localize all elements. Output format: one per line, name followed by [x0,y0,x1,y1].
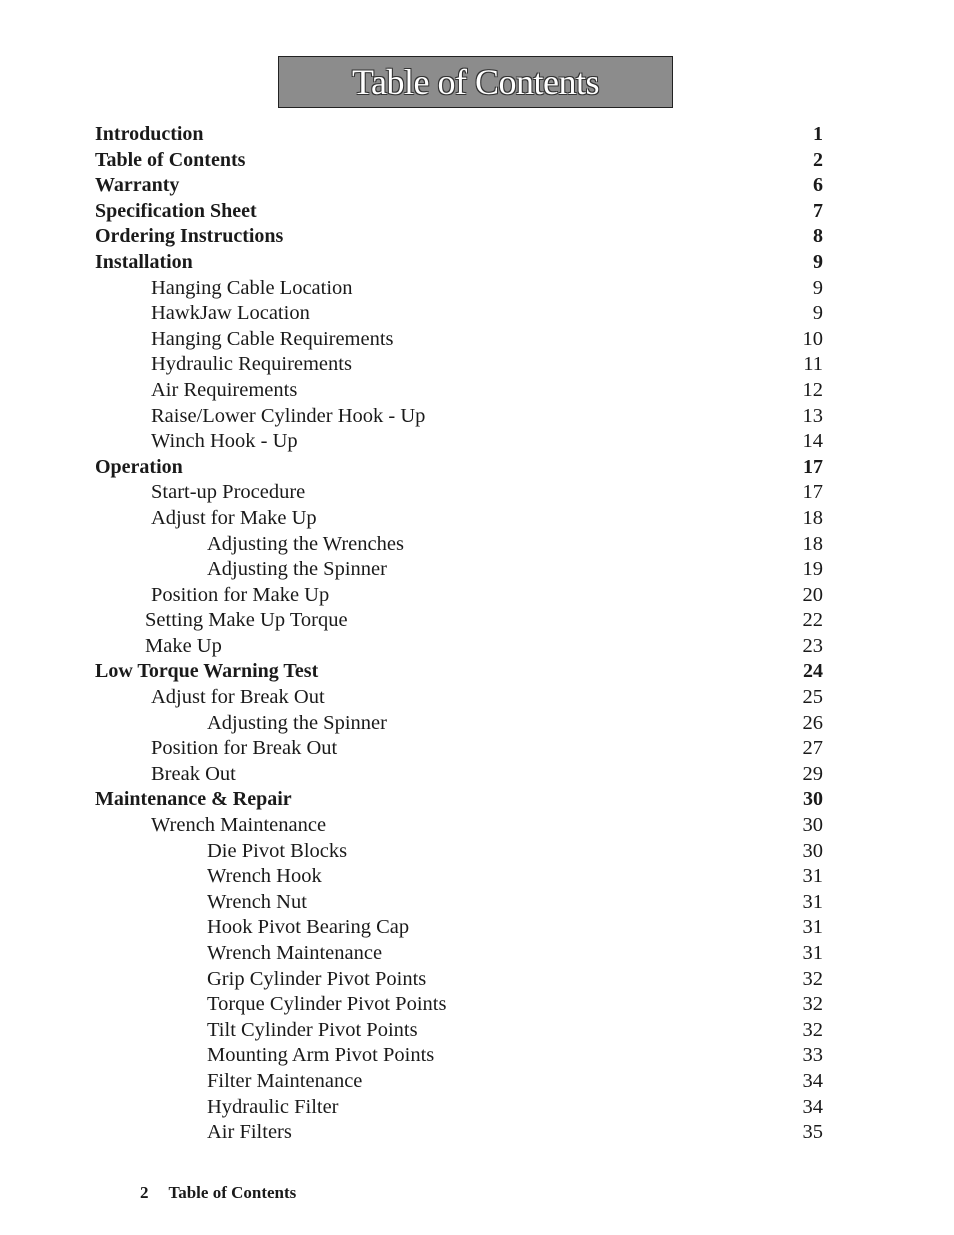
toc-entry-page-number: 11 [803,353,823,376]
toc-subsection-entry [0,1121,954,1147]
toc-entry-page-number: 2 [813,148,823,171]
toc-subsection-entry [0,609,954,635]
toc-entry-label: Hydraulic Filter [207,1095,339,1118]
toc-entry-page-number: 7 [813,199,823,222]
toc-entry-page-number: 30 [802,814,823,837]
toc-subsection-entry [0,635,954,661]
toc-entry-label: Adjust for Make Up [151,506,317,529]
toc-subsection-entry [0,481,954,507]
toc-entry-label: Low Torque Warning Test [95,660,319,683]
toc-entry-page-number: 9 [812,276,823,299]
toc-entry-label: Installation [95,250,193,273]
page-footer [140,1183,296,1203]
toc-entry-label: Operation [95,455,183,478]
toc-entry-label: Break Out [151,762,236,785]
toc-section-entry [0,200,954,226]
toc-entry-page-number: 32 [802,993,823,1016]
toc-entry-label: Adjust for Break Out [151,686,325,709]
toc-entry-label: Hook Pivot Bearing Cap [207,916,410,939]
toc-section-entry [0,456,954,482]
toc-entry-label: Air Requirements [151,378,298,401]
toc-entry-page-number: 32 [802,967,823,990]
toc-entry-label: Torque Cylinder Pivot Points [207,993,447,1016]
toc-entry-page-number: 29 [802,762,823,785]
page-title: Table of Contents [352,62,599,102]
footer-section-title: Table of Contents [168,1183,297,1202]
toc-entry-label: Winch Hook - Up [151,430,298,453]
toc-entry-label: Make Up [145,634,222,657]
toc-entry-label: Table of Contents [95,148,246,171]
toc-section-entry [0,123,954,149]
toc-subsection-entry [0,353,954,379]
toc-subsection-entry [0,814,954,840]
toc-entry-label: Position for Break Out [151,737,338,760]
toc-entry-page-number: 18 [802,506,823,529]
toc-entry-label: Specification Sheet [95,199,257,222]
toc-entry-page-number: 13 [802,404,823,427]
toc-entry-label: Air Filters [207,1121,292,1144]
toc-entry-label: Raise/Lower Cylinder Hook - Up [151,404,426,427]
toc-entry-page-number: 26 [802,711,823,734]
toc-subsection-entry [0,302,954,328]
toc-entry-label: Ordering Instructions [95,225,284,248]
toc-entry-page-number: 33 [802,1044,823,1067]
toc-entry-label: Hanging Cable Location [151,276,353,299]
toc-subsection-entry [0,737,954,763]
toc-section-entry [0,149,954,175]
toc-entry-label: Grip Cylinder Pivot Points [207,967,427,990]
toc-entry-page-number: 22 [802,609,823,632]
toc-subsection-entry [0,1019,954,1045]
toc-entry-label: Introduction [95,123,204,145]
toc-entry-page-number: 34 [802,1095,823,1118]
toc-entry-label: Hanging Cable Requirements [151,327,394,350]
toc-subsection-entry [0,405,954,431]
toc-entry-page-number: 25 [802,686,823,709]
toc-entry-page-number: 31 [802,942,823,964]
toc-subsection-entry [0,277,954,303]
toc-entry-page-number: 10 [802,327,823,350]
toc-entry-label: HawkJaw Location [151,302,310,325]
toc-entry-page-number: 31 [802,916,823,939]
toc-subsection-entry [0,686,954,712]
table-of-contents [0,123,954,1147]
toc-entry-page-number: 32 [802,1018,823,1041]
toc-entry-page-number: 23 [802,634,823,657]
toc-entry-page-number: 30 [803,788,823,811]
toc-entry-label: Die Pivot Blocks [207,839,348,862]
toc-subsection-entry [0,712,954,738]
toc-subsection-entry [0,584,954,610]
toc-entry-page-number: 17 [802,481,823,504]
title-banner [278,56,673,108]
toc-entry-page-number: 24 [803,660,823,683]
toc-section-entry [0,251,954,277]
toc-entry-page-number: 8 [813,225,823,248]
toc-entry-page-number: 35 [802,1121,823,1144]
toc-entry-page-number: 27 [802,737,823,760]
toc-entry-label: Adjusting the Spinner [207,711,387,734]
toc-entry-label: Wrench Maintenance [151,814,327,837]
toc-entry-label: Wrench Nut [207,890,307,913]
toc-section-entry [0,788,954,814]
toc-entry-page-number: 18 [802,532,823,555]
toc-entry-page-number: 34 [802,1069,823,1092]
toc-entry-label: Filter Maintenance [207,1069,363,1092]
toc-entry-page-number: 17 [803,455,823,478]
toc-subsection-entry [0,763,954,789]
toc-entry-page-number: 31 [802,865,823,888]
toc-entry-label: Adjusting the Spinner [207,558,387,581]
toc-subsection-entry [0,916,954,942]
toc-subsection-entry [0,1070,954,1096]
toc-entry-page-number: 6 [813,174,823,197]
toc-section-entry [0,174,954,200]
toc-subsection-entry [0,1044,954,1070]
toc-subsection-entry [0,379,954,405]
toc-entry-page-number: 20 [802,583,823,606]
toc-entry-label: Hydraulic Requirements [151,353,352,376]
toc-subsection-entry [0,942,954,968]
toc-subsection-entry [0,968,954,994]
toc-entry-label: Maintenance & Repair [95,788,292,811]
toc-entry-page-number: 14 [802,430,823,453]
toc-subsection-entry [0,1096,954,1122]
toc-subsection-entry [0,891,954,917]
toc-entry-page-number: 1 [813,123,823,145]
toc-entry-label: Warranty [95,174,180,197]
toc-entry-page-number: 31 [802,890,823,913]
toc-section-entry [0,225,954,251]
toc-entry-page-number: 9 [813,250,823,273]
toc-subsection-entry [0,840,954,866]
toc-entry-page-number: 30 [802,839,823,862]
footer-page-number: 2 [140,1183,149,1202]
toc-section-entry [0,660,954,686]
toc-subsection-entry [0,993,954,1019]
toc-entry-label: Setting Make Up Torque [145,609,348,632]
toc-subsection-entry [0,558,954,584]
toc-entry-label: Position for Make Up [151,583,330,606]
toc-entry-label: Mounting Arm Pivot Points [207,1044,435,1067]
toc-entry-page-number: 12 [802,378,823,401]
toc-entry-label: Tilt Cylinder Pivot Points [207,1018,418,1041]
toc-subsection-entry [0,533,954,559]
toc-entry-label: Start-up Procedure [151,481,306,504]
toc-entry-page-number: 19 [802,558,823,581]
toc-subsection-entry [0,328,954,354]
toc-entry-page-number: 9 [812,302,823,325]
toc-subsection-entry [0,865,954,891]
toc-subsection-entry [0,430,954,456]
toc-subsection-entry [0,507,954,533]
toc-entry-label: Adjusting the Wrenches [207,532,404,555]
toc-entry-label: Wrench Hook [207,865,322,888]
toc-entry-label: Wrench Maintenance [207,942,383,964]
